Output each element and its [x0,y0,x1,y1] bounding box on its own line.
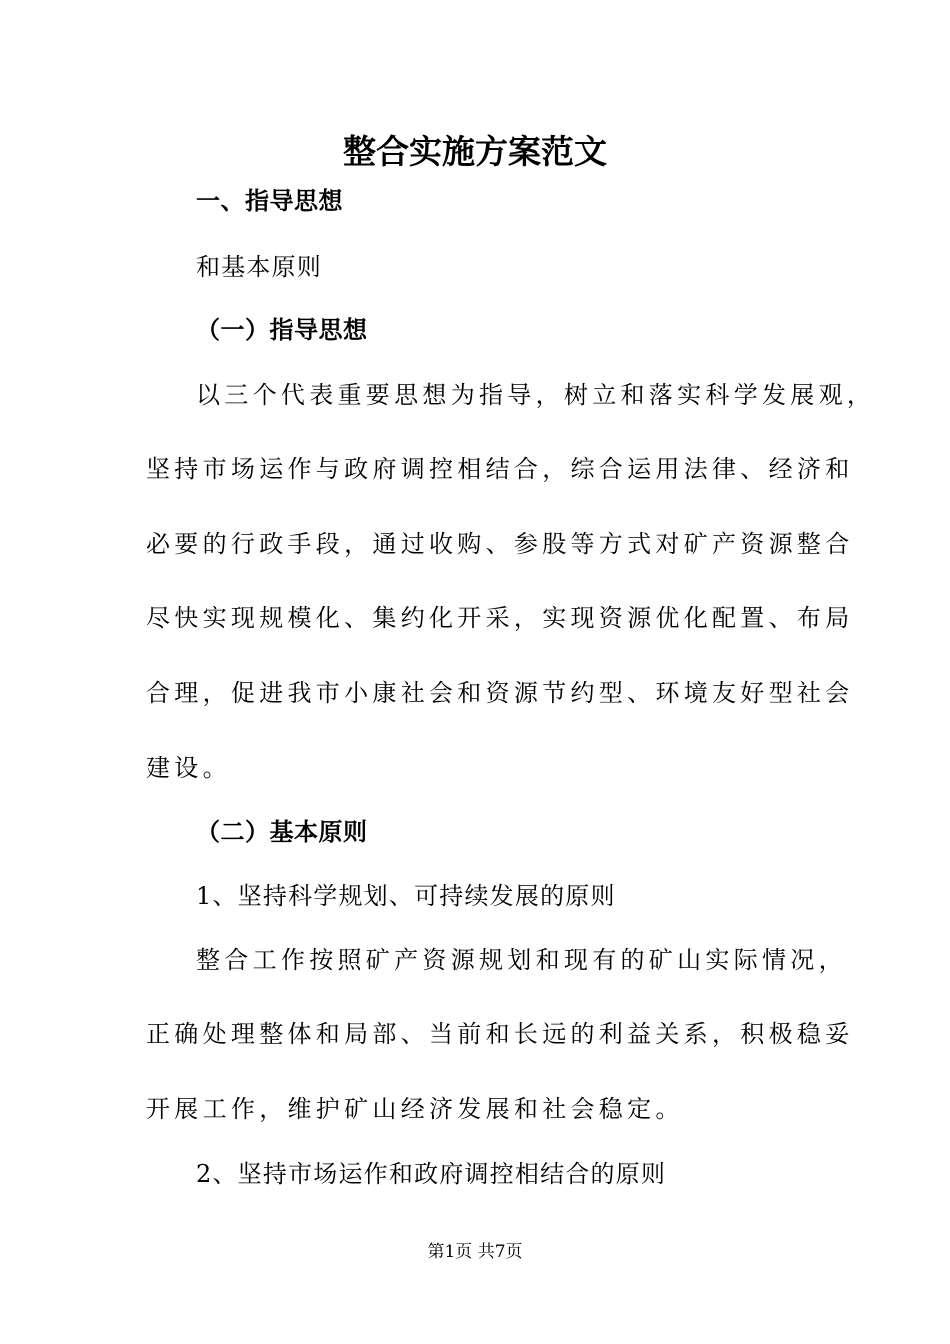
paragraph-line: 正确处理整体和局部、当前和长远的利益关系，积极稳妥 [146,1020,854,1048]
paragraph-line: 合理，促进我市小康社会和资源节约型、环境友好型社会 [146,679,854,707]
paragraph-line: 以三个代表重要思想为指导，树立和落实科学发展观， [196,381,876,409]
subsection-heading-2: （二）基本原则 [196,818,368,846]
section-heading-continuation: 和基本原则 [196,253,322,281]
paragraph-line: 必要的行政手段，通过收购、参股等方式对矿产资源整合 [146,530,854,558]
page-footer: 第1页 共7页 [427,1242,523,1262]
paragraph-line: 开展工作，维护矿山经济发展和社会稳定。 [146,1095,684,1123]
paragraph-line: 坚持市场运作与政府调控相结合，综合运用法律、经济和 [146,455,854,483]
principle-heading-2: 2、坚持市场运作和政府调控相结合的原则 [196,1160,667,1188]
subsection-heading-1: （一）指导思想 [196,316,368,344]
paragraph-line: 建设。 [146,754,231,782]
document-title: 整合实施方案范文 [343,132,607,171]
paragraph-line: 尽快实现规模化、集约化开采，实现资源优化配置、布局 [146,604,854,632]
section-heading-guiding-ideology: 一、指导思想 [196,187,343,215]
principle-heading-1: 1、坚持科学规划、可持续发展的原则 [196,882,616,910]
paragraph-line: 整合工作按照矿产资源规划和现有的矿山实际情况， [196,946,847,974]
